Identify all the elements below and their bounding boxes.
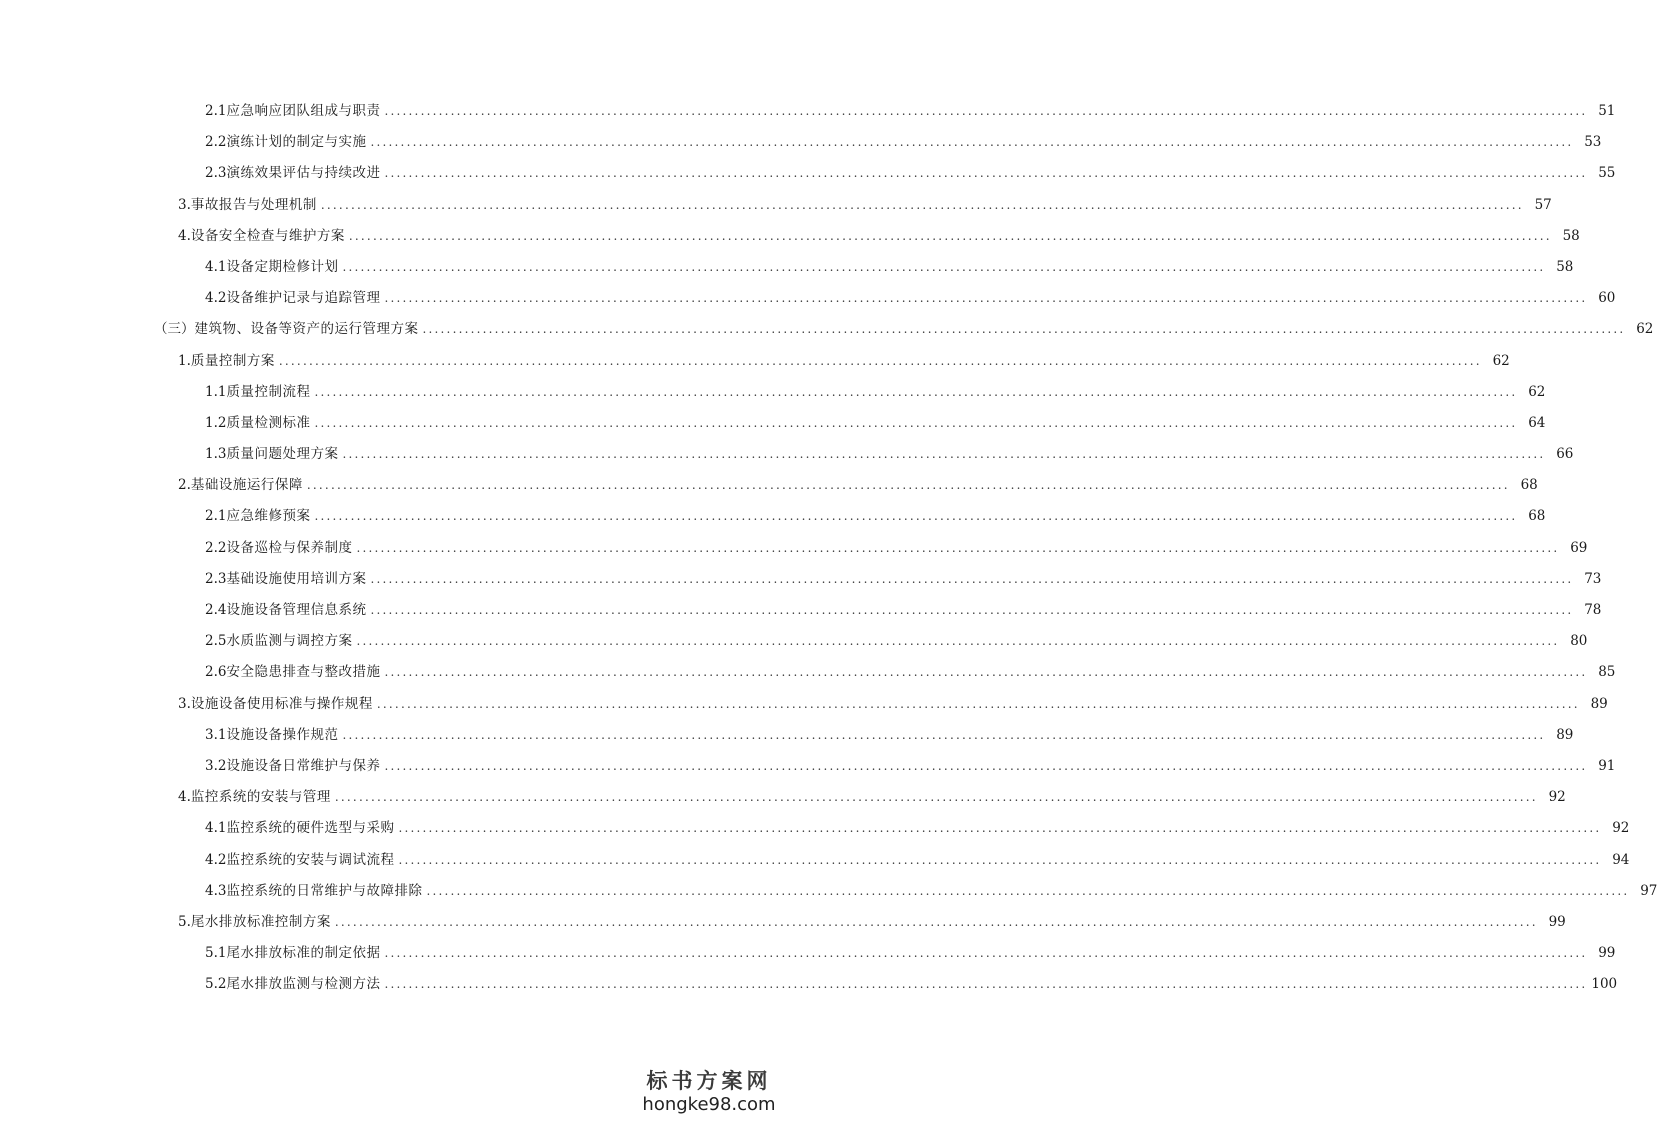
toc-entry-number: 1.3: [205, 446, 227, 463]
toc-entry-title: 质量控制流程: [226, 383, 311, 400]
toc-entry[interactable]: [0, 346, 1510, 377]
toc-entry-title: 尾水排放标准控制方案: [190, 913, 331, 930]
toc-entry-page-number: 89: [1556, 726, 1574, 743]
dot-leader: ........................................................................................................................................................................................................: [384, 166, 1588, 181]
toc-entry-page-number: 91: [1598, 757, 1616, 774]
toc-entry-number: 4.1: [205, 258, 227, 275]
toc-entry-title: 质量控制方案: [190, 352, 275, 369]
dot-leader: ........................................................................................................................................................................................................: [320, 197, 1524, 212]
toc-entry-number: 2.6: [205, 664, 227, 681]
dot-leader: ........................................................................................................................................................................................................: [384, 665, 1588, 680]
toc-entry-title: 设施设备管理信息系统: [226, 602, 367, 618]
toc-entry-page-number: 89: [1590, 695, 1608, 712]
toc-entry-page-number: 66: [1556, 446, 1574, 463]
dot-leader: ........................................................................................................................................................................................................: [306, 478, 1510, 493]
dot-leader: ........................................................................................................................................................................................................: [342, 259, 1546, 274]
dot-leader: ........................................................................................................................................................................................................: [314, 384, 1518, 399]
toc-entry-title: 安全隐患排查与整改措施: [226, 664, 381, 681]
toc-entry-page-number: 73: [1584, 570, 1602, 587]
toc-entry[interactable]: [0, 158, 1616, 189]
toc-entry-number: 2.3: [205, 570, 227, 587]
toc-entry-title: 建筑物、设备等资产的运行管理方案: [194, 321, 419, 338]
toc-entry[interactable]: [0, 314, 1654, 345]
toc-entry[interactable]: [0, 96, 1616, 127]
dot-leader: ........................................................................................................................................................................................................: [384, 977, 1588, 992]
toc-entry-title: 应急响应团队组成与职责: [226, 103, 381, 119]
toc-entry[interactable]: [0, 439, 1574, 470]
toc-entry-page-number: 68: [1520, 477, 1538, 494]
dot-leader: ........................................................................................................................................................................................................: [398, 821, 1602, 836]
toc-entry-title: 事故报告与处理机制: [190, 196, 317, 213]
toc-entry-page-number: 62: [1492, 352, 1510, 369]
toc-entry[interactable]: [0, 252, 1574, 283]
dot-leader: ........................................................................................................................................................................................................: [426, 883, 1630, 898]
toc-entry-page-number: 100: [1591, 976, 1618, 993]
toc-entry[interactable]: [0, 751, 1616, 782]
toc-entry-title: 设施设备操作规范: [226, 726, 339, 743]
toc-entry-number: 5.2: [205, 976, 227, 993]
toc-entry-page-number: 69: [1570, 539, 1588, 556]
toc-entry-number: 3.1: [205, 726, 227, 743]
dot-leader: ........................................................................................................................................................................................................: [342, 727, 1546, 742]
toc-entry-title: 基础设施使用培训方案: [226, 570, 367, 587]
toc-entry[interactable]: [0, 127, 1602, 158]
toc-entry-page-number: 62: [1636, 321, 1654, 338]
toc-entry-title: 质量问题处理方案: [226, 446, 339, 463]
toc-entry-title: 质量检测标准: [226, 414, 311, 431]
toc-entry[interactable]: [0, 938, 1616, 969]
toc-entry-number: 2.: [178, 477, 191, 494]
toc-entry-number: 4.: [178, 227, 191, 244]
dot-leader: ........................................................................................................................................................................................................: [314, 415, 1518, 430]
toc-entry-number: 3.: [178, 695, 191, 712]
toc-entry[interactable]: [0, 876, 1657, 907]
toc-entry[interactable]: [0, 470, 1538, 501]
toc-entry-number: 4.2: [205, 851, 227, 868]
toc-entry-title: 尾水排放监测与检测方法: [226, 976, 381, 993]
toc-entry-number: 2.2: [205, 134, 227, 151]
toc-entry[interactable]: [0, 564, 1602, 595]
toc-entry-number: 2.1: [205, 508, 227, 525]
toc-entry-title: 设备巡检与保养制度: [226, 539, 353, 556]
toc-entry-page-number: 60: [1598, 290, 1616, 307]
dot-leader: ........................................................................................................................................................................................................: [370, 603, 1574, 617]
toc-entry-number: 4.1: [205, 820, 227, 837]
dot-leader: ........................................................................................................................................................................................................: [334, 790, 1538, 805]
toc-entry[interactable]: [0, 190, 1552, 221]
toc-entry-page-number: 92: [1612, 820, 1630, 837]
toc-entry-title: 应急维修预案: [226, 508, 311, 525]
dot-leader: ........................................................................................................................................................................................................: [314, 509, 1518, 524]
dot-leader: ........................................................................................................................................................................................................: [356, 540, 1560, 555]
toc-entry-page-number: 92: [1548, 789, 1566, 806]
toc-entry[interactable]: [0, 626, 1588, 657]
toc-entry[interactable]: [0, 408, 1546, 439]
toc-entry[interactable]: [0, 595, 1602, 626]
toc-entry[interactable]: [0, 720, 1574, 751]
toc-entry[interactable]: [0, 845, 1630, 876]
toc-entry-title: 水质监测与调控方案: [226, 633, 353, 650]
toc-entry-title: 基础设施运行保障: [190, 477, 303, 494]
toc-entry-number: 5.: [178, 913, 191, 930]
dot-leader: ........................................................................................................................................................................................................: [398, 852, 1602, 867]
toc-entry-title: 监控系统的日常维护与故障排除: [226, 882, 423, 899]
toc-entry-number: 2.5: [205, 633, 227, 650]
dot-leader: ........................................................................................................................................................................................................: [278, 353, 1482, 368]
toc-entry-page-number: 85: [1598, 664, 1616, 681]
toc-entry-title: 设备安全检查与维护方案: [190, 227, 345, 244]
toc-entry-page-number: 78: [1584, 602, 1602, 618]
toc-entry-title: 监控系统的安装与管理: [190, 789, 331, 806]
toc-entry-page-number: 68: [1528, 508, 1546, 525]
toc-entry-number: （三）: [154, 321, 195, 338]
toc-entry-title: 演练计划的制定与实施: [226, 134, 367, 151]
toc-entry-number: 3.: [178, 196, 191, 213]
toc-entry-number: 4.3: [205, 882, 227, 899]
toc-entry-title: 设备定期检修计划: [226, 258, 339, 275]
toc-entry-number: 4.: [178, 789, 191, 806]
toc-entry-page-number: 58: [1556, 258, 1574, 275]
dot-leader: ........................................................................................................................................................................................................: [376, 696, 1580, 711]
toc-entry-page-number: 64: [1528, 414, 1546, 431]
dot-leader: ........................................................................................................................................................................................................: [370, 571, 1574, 586]
dot-leader: ........................................................................................................................................................................................................: [348, 228, 1552, 243]
toc-entry[interactable]: [0, 782, 1566, 813]
toc-entry-page-number: 94: [1612, 851, 1630, 868]
toc-entry[interactable]: [0, 689, 1608, 720]
toc-entry-page-number: 97: [1640, 882, 1657, 899]
dot-leader: ........................................................................................................................................................................................................: [342, 447, 1546, 462]
toc-entry-number: 1.1: [205, 383, 227, 400]
toc-entry-title: 监控系统的硬件选型与采购: [226, 820, 395, 837]
toc-entry[interactable]: [0, 501, 1546, 532]
dot-leader: ........................................................................................................................................................................................................: [356, 634, 1560, 649]
toc-entry-number: 3.2: [205, 757, 227, 774]
watermark-url: hongke98.com: [642, 1094, 776, 1115]
toc-entry-title: 监控系统的安装与调试流程: [226, 851, 395, 868]
toc-entry[interactable]: [0, 533, 1588, 564]
toc-entry-page-number: 99: [1598, 945, 1616, 962]
toc-entry-page-number: 53: [1584, 134, 1602, 151]
toc-entry[interactable]: [0, 813, 1630, 844]
toc-entry-page-number: 57: [1534, 196, 1552, 213]
dot-leader: ........................................................................................................................................................................................................: [384, 104, 1588, 118]
toc-entry-number: 2.2: [205, 539, 227, 556]
toc-entry-number: 5.1: [205, 945, 227, 962]
toc-entry[interactable]: [0, 969, 1618, 1000]
toc-entry-title: 设施设备日常维护与保养: [226, 757, 381, 774]
toc-entry[interactable]: [0, 907, 1566, 938]
toc-entry[interactable]: [0, 283, 1616, 314]
toc-entry[interactable]: [0, 377, 1546, 408]
toc-entry-number: 2.3: [205, 165, 227, 182]
dot-leader: ........................................................................................................................................................................................................: [384, 758, 1588, 773]
toc-entry-number: 1.2: [205, 414, 227, 431]
toc-entry-page-number: 99: [1548, 913, 1566, 930]
watermark-logo: [639, 1068, 779, 1116]
dot-leader: ........................................................................................................................................................................................................: [370, 135, 1574, 150]
watermark-text: 标书方案网: [646, 1069, 772, 1093]
dot-leader: ........................................................................................................................................................................................................: [384, 946, 1588, 961]
toc-entry-number: 1.: [178, 352, 191, 369]
table-of-contents: [0, 96, 1657, 1000]
toc-entry-page-number: 80: [1570, 633, 1588, 650]
toc-entry[interactable]: [0, 221, 1580, 252]
toc-entry[interactable]: [0, 657, 1616, 688]
toc-entry-page-number: 55: [1598, 165, 1616, 182]
toc-entry-page-number: 58: [1562, 227, 1580, 244]
toc-entry-number: 4.2: [205, 290, 227, 307]
dot-leader: ........................................................................................................................................................................................................: [422, 322, 1626, 337]
toc-entry-title: 演练效果评估与持续改进: [226, 165, 381, 182]
toc-entry-title: 尾水排放标准的制定依据: [226, 945, 381, 962]
toc-entry-page-number: 62: [1528, 383, 1546, 400]
toc-entry-number: 2.4: [205, 602, 227, 618]
dot-leader: ........................................................................................................................................................................................................: [334, 914, 1538, 929]
toc-entry-number: 2.1: [205, 103, 227, 119]
toc-entry-title: 设施设备使用标准与操作规程: [190, 695, 373, 712]
dot-leader: ........................................................................................................................................................................................................: [384, 291, 1588, 306]
toc-entry-title: 设备维护记录与追踪管理: [226, 290, 381, 307]
toc-entry-page-number: 51: [1598, 103, 1616, 119]
